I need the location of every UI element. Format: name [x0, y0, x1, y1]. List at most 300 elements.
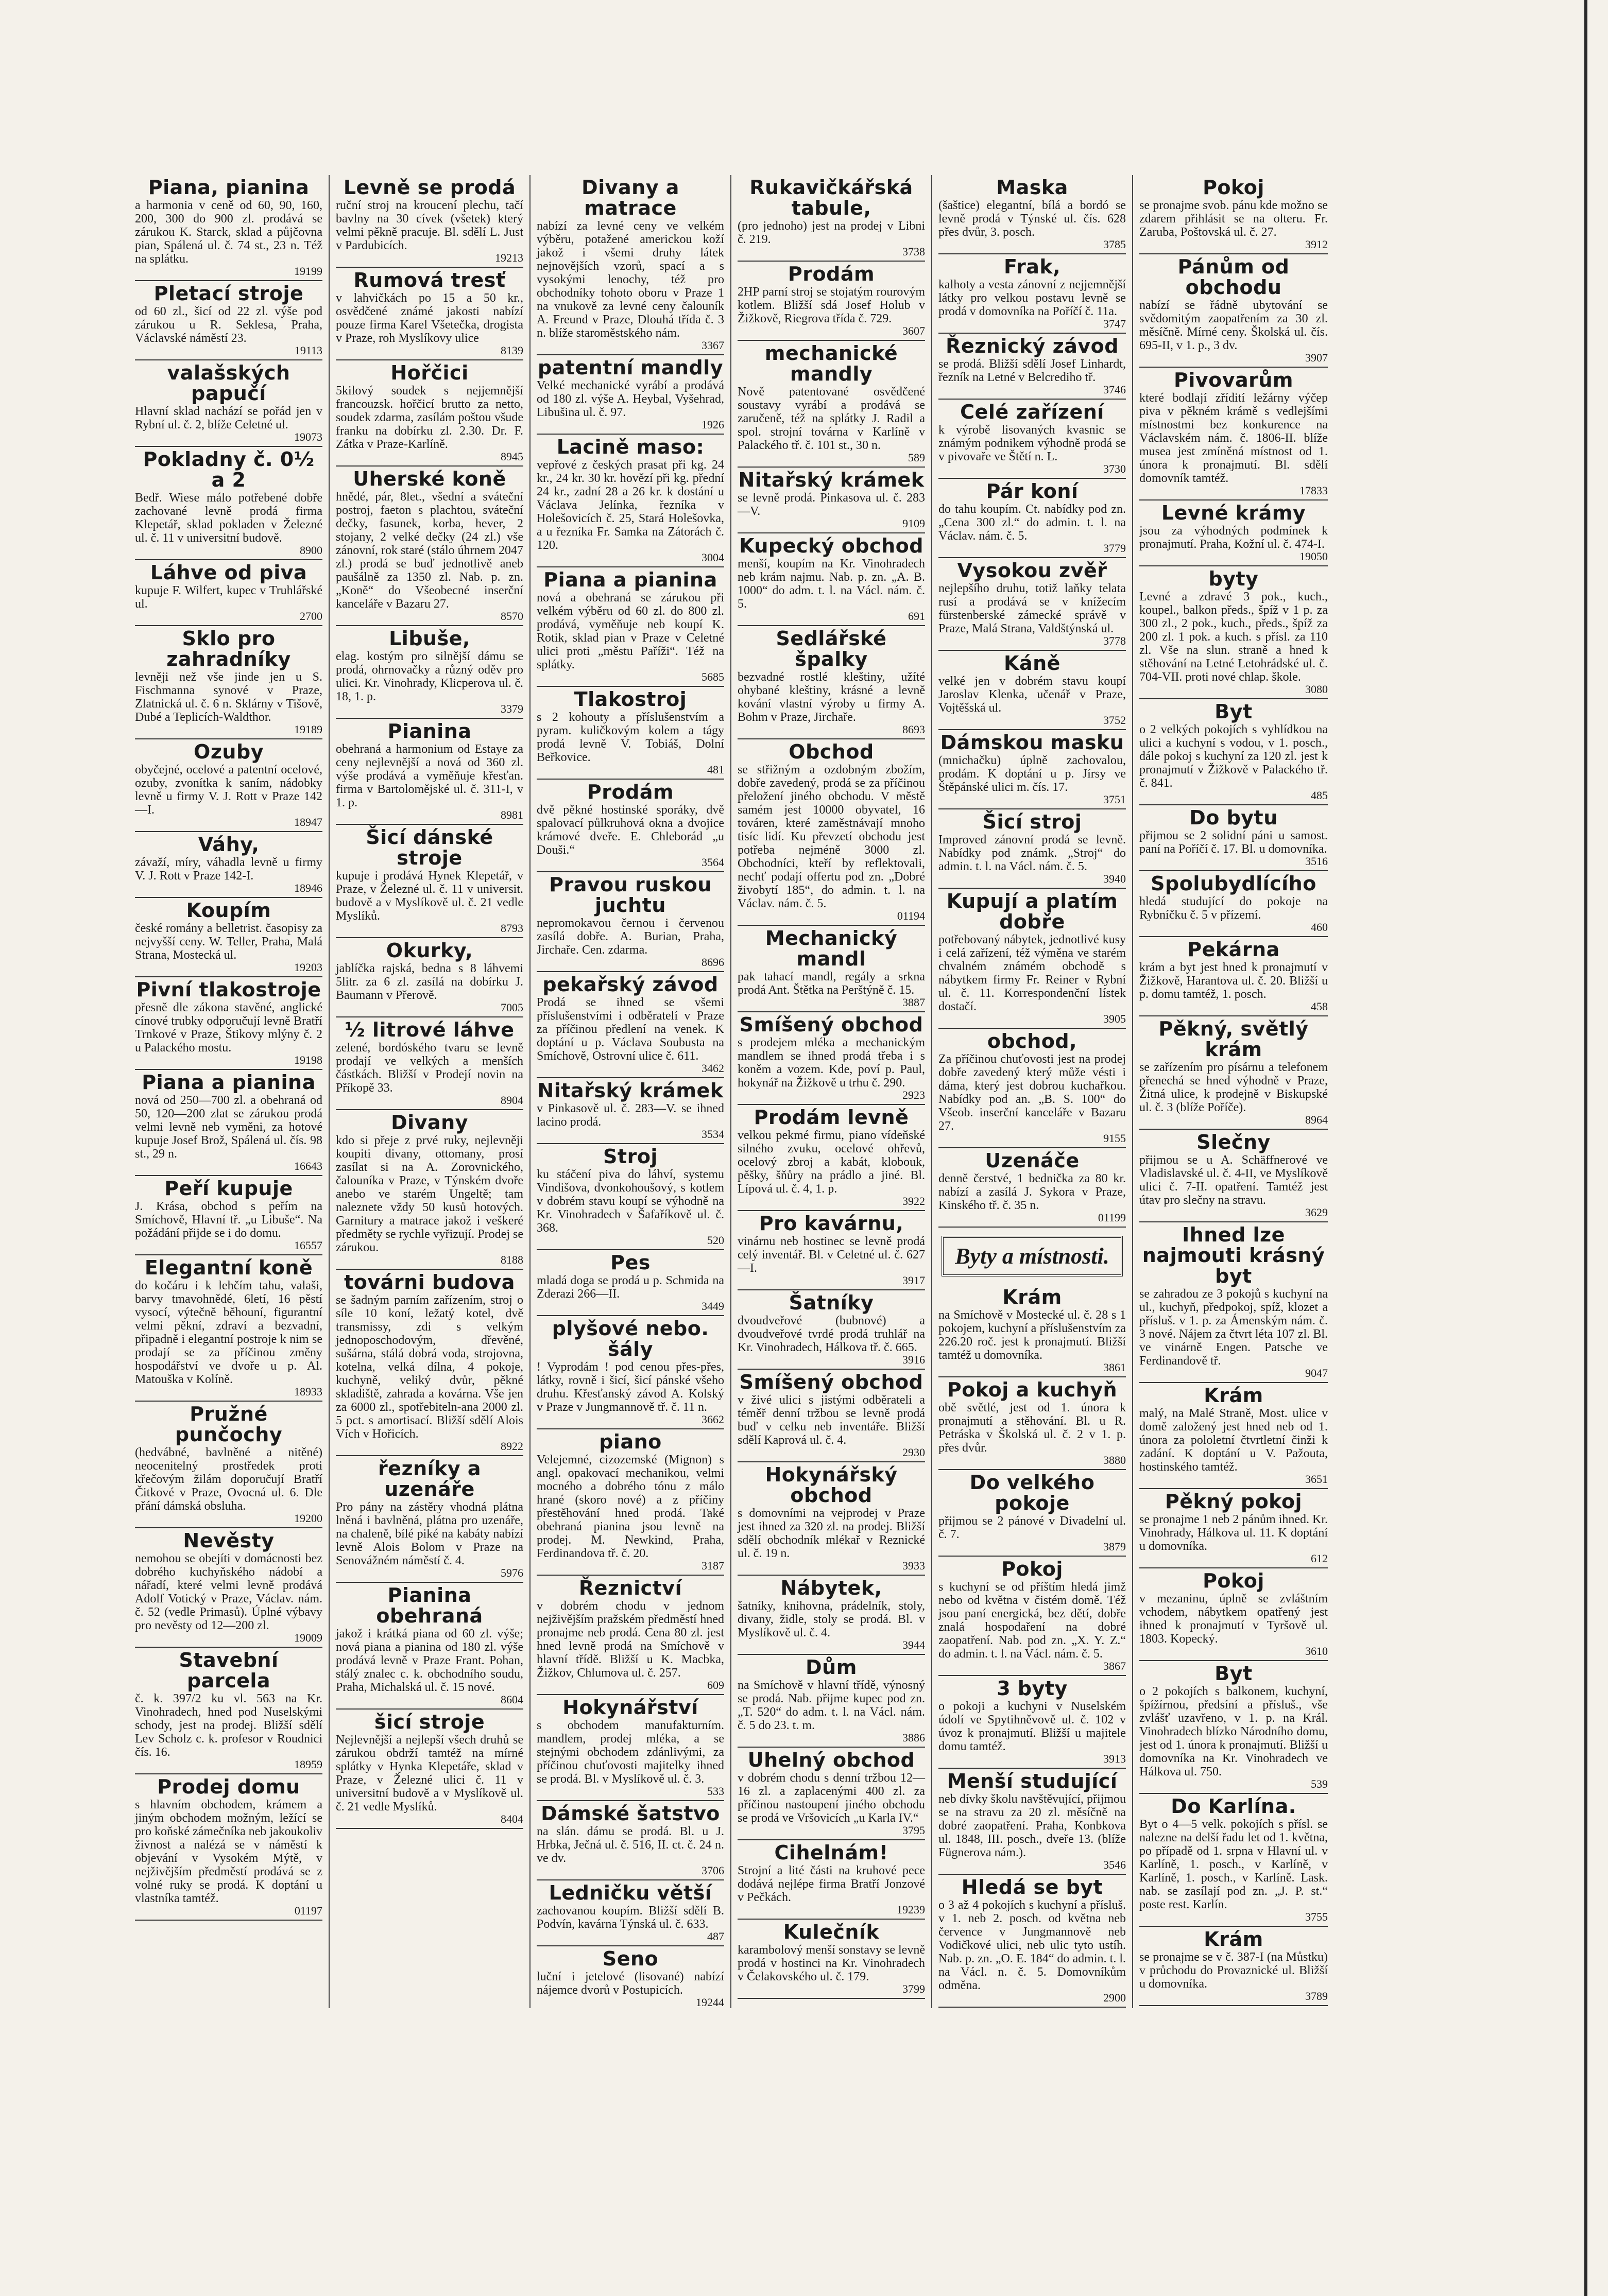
ad-title: Uherské koně [353, 468, 506, 490]
ad-title: Celé zařízení [960, 401, 1104, 423]
ad-title: továrni budova [344, 1271, 515, 1293]
ad-title: Uzenáče [985, 1149, 1080, 1172]
ad-text: Nově patentované osvědčené soustavy vyrábí a prodává se zaručeně, též na splátky J. Radil a spol. strojní továrna v Karlíně v Palackého tř. č. 101 st., 30 n. [738, 385, 925, 452]
classified-ad [738, 1576, 925, 1655]
ad-number: 3449 [702, 1300, 724, 1313]
ad-title: Vysokou zvěř [957, 559, 1107, 582]
classified-ad [336, 825, 523, 938]
ad-number: 8904 [501, 1094, 523, 1107]
ad-number: 3880 [1103, 1454, 1126, 1466]
classified-ad [1139, 1794, 1328, 1927]
column-2 [330, 175, 531, 2008]
ad-title: Frak, [1003, 255, 1061, 278]
ad-text: velké jen v dobrém stavu koupí Jaroslav Klenka, učenář v Praze, Vojtěšská ul. [938, 675, 1126, 715]
ad-number: 3799 [902, 1982, 925, 1995]
ad-text: Strojní a lité části na kruhové pece dodává nejlépe firma Bratří Jonzové v Pečkách. [738, 1864, 925, 1904]
classified-ad [135, 560, 322, 626]
ad-title: Byt [1214, 700, 1253, 723]
ad-number: 691 [908, 610, 925, 623]
classified-ad [336, 1456, 523, 1583]
ad-number: 3913 [1103, 1752, 1126, 1765]
ad-text: (mnichačku) úplně zachovalou, prodám. K doptání u p. Jírsy ve Štěpánské ulici m. čís. 17. [938, 754, 1126, 794]
ad-text: zelené, bordóského tvaru se levně prodají ve velkých a menších částkách. Bližší v Prodejí novin na Příkopě 33. [336, 1041, 523, 1095]
ad-title: Šicí stroj [982, 810, 1082, 833]
ad-number: 8981 [501, 808, 523, 821]
classified-ad [135, 1528, 322, 1648]
ad-number: 19199 [294, 265, 322, 278]
classified-ad [537, 1880, 724, 1946]
ad-text: se šadným parním zařízením, stroj o síle 10 koní, ležatý kotel, dvě transmissy, zdi s velkým jednoposchodovým, dřevěné, sušárna, stálá dobrá voda, strojovna, kotelna, velká dílna, 4 pokoje, kuchyně, veliký dvůr, pěkné skladiště, zahrada a kovárna. Vše jen za 6000 zl., spotřebiteln-ana 2000 zl. 5 pct. s amortisací. Bližší sdělí Alois Vích v Hořicích. [336, 1293, 523, 1441]
ad-text: obyčejné, ocelové a patentní ocelové, ozuby, zvonítka k saním, nádobky levně u firmy V. J. Rott v Praze 142—I. [135, 763, 322, 817]
ad-text: levněji než vše jinde jen u S. Fischmanna synové v Praze, Zlatnická ul. č. 6 n. Sklárny v Tišově, Dubé a Teplicích-Waldthor. [135, 670, 322, 724]
ad-text: menší, koupím na Kr. Vinohradech neb krám najmu. Nab. p. zn. „A. B. 1000“ do adm. t. l. na Václ. nám. č. 5. [738, 557, 925, 611]
ad-title: Kupují a platím dobře [946, 890, 1118, 933]
ad-title: Byt [1214, 1662, 1253, 1685]
page-edge [1584, 0, 1587, 2296]
ad-title: Seno [602, 1947, 659, 1970]
ad-number: 19244 [696, 1996, 724, 2008]
classified-ad [537, 1576, 724, 1695]
ad-title: Šicí dánské stroje [366, 826, 493, 869]
ad-number: 8404 [501, 1812, 523, 1825]
ad-title: Krám [1204, 1384, 1263, 1407]
ad-text: J. Krása, obchod s peřím na Smíchově, Hlavní tř. „u Libuše“. Na požádání přijde se i do domu. [135, 1200, 322, 1240]
ad-number: 2700 [300, 610, 322, 623]
ad-text: Byt o 4—5 velk. pokojích s přísl. se nalezne na delší řadu let od 1. května, po případě od 1. srpna v Hlavní ul. v Karlíně, 1. posch., v Karlíně, v Karlíně, 1. posch., v Karlíně. Lask. nab. se zasílají pod zn. „J. P. st.“ poste rest. Karlín. [1139, 1818, 1328, 1911]
ad-number: 3751 [1103, 793, 1126, 806]
ad-text: pak tahací mandl, regály a srkna prodá Ant. Štětka na Perštýně č. 15. [738, 970, 925, 997]
ad-text: Nejlevnější a nejlepší všech druhů se zárukou obdrží tamtéž na mírné splátky v Hynka Klepetáře, sklad v Praze, v Železné ulici č. 11 v universitní budově a v Myslíkově ul. č. 21 vedle Myslíků. [336, 1733, 523, 1814]
ad-text: nabízí za levné ceny ve velkém výběru, potažené americkou koží jakož i všemi druhy látek nejnovějších vzorů, spací a s vysokými lenochy, též pro obchodníky tohoto oboru v Praze 1 na vnukově za levné ceny čalouník A. Freund v Praze, Dlouhá třída č. 3 n. blíže staroměstského nám. [537, 219, 724, 340]
ad-text: v mezaninu, úplně se zvláštním vchodem, nábytkem opatřený jest ihned k pronajmutí v Tyršově ul. 1803. Kopecký. [1139, 1592, 1328, 1646]
ad-text: Bedř. Wiese málo potřebené dobře zachované levně prodá firma Klepetář, sklad pokladen v Železné ul. č. 11 v universitní budově. [135, 491, 322, 545]
ad-number: 3004 [702, 551, 724, 564]
classified-ad [938, 809, 1126, 889]
ad-title: Okurky, [386, 939, 473, 962]
ad-text: Velejemné, cizozemské (Mignon) s angl. opakovací mechanikou, velmi mocného a dobrého tónu z málo hrané (skoro nové) a z příčiny přestěhování hned prodá. Také obehraná pianina jsou levně na prodej. M. Newkind, Praha, Ferdinandova tř. č. 20. [537, 1453, 724, 1560]
ad-text: Levné a zdravé 3 pok., kuch., koupel., balkon předs., špíž v 1 p. za 300 zl., 2 pok., kuch., předs., špíž za 200 zl. 1 pok. a kuch. s přísl. za 110 zl. Vše na slun. straně a hned k stěhování na Letné Letohrádské ul. č. 704-VII. proti nové chlap. škole. [1139, 590, 1328, 684]
ad-title: Pěkný, světlý krám [1158, 1017, 1309, 1061]
ad-number: 18933 [294, 1385, 322, 1398]
ad-text: s obchodem manufakturním. mandlem, prodej mléka, a se stejnými obchodem zdánlivými, za příčinou chuťovosti majitelky ihned se prodá. Bl. v Myslíkově ul. č. 3. [537, 1719, 724, 1786]
classified-ad [738, 926, 925, 1012]
classified-ad [738, 1012, 925, 1105]
ad-title: Smíšený obchod [739, 1013, 923, 1036]
ad-text: o 2 pokojích s balkonem, kuchyní, špížírnou, předsíní a přísluš., vše zvlášť uzavřeno, v 1. p. na Král. Vinohradech blízko Národního domu, jest od 1. února k pronajmutí. Bližší u domovníka na Kr. Vinohradech ve Hálkova ul. 750. [1139, 1685, 1328, 1779]
ad-title: Hledá se byt [961, 1876, 1103, 1898]
ad-number: 19050 [1299, 550, 1328, 563]
ad-number: 3651 [1305, 1473, 1328, 1486]
ad-text: malý, na Malé Straně, Most. ulice v domě založený jest hned neb od 1. února za pololetní čtvrtletní činži k zadání. K doptání u V. Pažouta, hostinského tamtéž. [1139, 1407, 1328, 1474]
ad-text: šatníky, knihovna, prádelník, stoly, divany, židle, stoly se prodá. Bl. v Myslíkově ul. č. 4. [738, 1599, 925, 1639]
ad-number: 18947 [294, 816, 322, 828]
classified-ad [537, 567, 724, 687]
ad-number: 3747 [1103, 317, 1126, 330]
ad-text: bezvadné rostlé kleštiny, užíté ohybané kleštiny, krásné a levně kování vlastní výroby u firmy A. Bohm v Praze, Jirchaře. [738, 670, 925, 724]
ad-text: potřebovaný nábytek, jednotlivé kusy i celá zařízení, též výměna ve starém chvalném známém obchodě s nábytkem firmy Fr. Reiner v Rybní ul. č. 11. Korrespondenční lístek dostačí. [938, 933, 1126, 1013]
classified-ad [1139, 175, 1328, 254]
ad-text: na Smíchově v Mostecké ul. č. 28 s 1 pokojem, kuchyní a příslušenstvím za 226.20 roč. jest k pronajmutí. Bližší tamtéž u domovníka. [938, 1308, 1126, 1362]
classified-ad [537, 1078, 724, 1144]
ad-title: Cihelnám! [774, 1841, 888, 1864]
ad-number: 3879 [1103, 1540, 1126, 1553]
ad-text: nepromokavou černou i červenou zasílá dobře. A. Burian, Praha, Jirchaře. Cen. zdarma. [537, 917, 724, 957]
classified-ad [135, 1255, 322, 1402]
ad-number: 3778 [1103, 634, 1126, 647]
ad-number: 19200 [294, 1512, 322, 1525]
classified-ad [1139, 1222, 1328, 1383]
ad-text: v Pinkasově ul. č. 283—V. se ihned lacino prodá. [537, 1102, 724, 1129]
ad-number: 3886 [902, 1731, 925, 1744]
ad-number: 8900 [300, 544, 322, 557]
ad-number: 3564 [702, 856, 724, 869]
ad-number: 16643 [294, 1160, 322, 1172]
classified-ad [738, 1655, 925, 1748]
classified-ad [537, 1801, 724, 1880]
ad-text: 5kilový soudek s nejjemnější francouzsk. hořčicí brutto za netto, soudek zdarma, zasílám poštou všude franku na dobírku zl. 2.30. Dr. F. Zátka v Praze-Karlíně. [336, 384, 523, 451]
classified-ad [738, 1840, 925, 1920]
ad-text: Prodá se ihned se všemi příslušenstvími i odběratelí v Praze za příčinou předlení na venek. K doptání u p. Václava Soubusta na Smíchově, Ostrovní ulice č. 611. [537, 996, 724, 1063]
ad-title: Uhelný obchod [747, 1749, 915, 1771]
ad-number: 3944 [902, 1638, 925, 1651]
ad-title: Prodej domu [157, 1775, 300, 1798]
classified-ad [537, 780, 724, 872]
classified-ad [738, 1462, 925, 1576]
ad-number: 3795 [902, 1824, 925, 1837]
ad-text: velkou pekmé firmu, piano vídeňské silného zvuku, ocelové ohřevů, ocelový zbroj a kabát, klobouk, pěšky, šňůry na prádlo a jiné. Bl. Lípová ul. č. 4, 1. p. [738, 1129, 925, 1196]
ad-title: Řeznický závod [946, 335, 1119, 357]
ad-text: přijmou se 2 pánové v Divadelní ul. č. 7. [938, 1514, 1126, 1541]
ad-text: k výrobě lisovaných kvasnic se známým podnikem výhodně prodá se v pivovaře ve Štětí n. L. [938, 423, 1126, 463]
ad-title: Pianina [387, 720, 472, 743]
ad-number: 3940 [1103, 872, 1126, 885]
ad-text: české romány a belletrist. časopisy za nejvyšší ceny. W. Teller, Praha, Malá Strana, Mostecká ul. [135, 922, 322, 962]
ad-title: Ozuby [194, 740, 264, 763]
ad-title: řezníky a uzenáře [378, 1457, 482, 1500]
ad-text: kalhoty a vesta zánovní z nejjemnější látky pro velkou postavu levně se prodá v domovníka na Poříčí č. 11a. [938, 278, 1126, 318]
ad-number: 8964 [1305, 1113, 1328, 1126]
classified-ad [1139, 500, 1328, 566]
classified-ad [336, 1583, 523, 1710]
classified-ad [135, 1402, 322, 1528]
classified-ad [1139, 1661, 1328, 1794]
classified-ad [537, 1316, 724, 1429]
ad-title: Divany [391, 1111, 468, 1134]
classified-ad [938, 1557, 1126, 1676]
ad-text: nejlepšího druhu, totiž laňky telata rusí a prodává se v knížecím fürstenberské zámecké správě v Praze, Malá Strana, Valdštýnská ul. [938, 582, 1126, 635]
ad-number: 3922 [902, 1195, 925, 1207]
classified-ad [738, 1105, 925, 1211]
ad-number: 3785 [1103, 238, 1126, 251]
ad-title: Prodám [788, 263, 875, 285]
section-banner: Byty a místnosti. [942, 1236, 1123, 1276]
ad-title: Menší studující [947, 1770, 1118, 1792]
ad-title: Slečny [1196, 1131, 1271, 1153]
ad-title: Váhy, [198, 833, 260, 856]
ad-number: 8696 [702, 956, 724, 969]
ad-number: 485 [1311, 789, 1328, 802]
ad-text: se zařízením pro písárnu a telefonem přenechá se hned výhodně v Praze, Žitná ulice, k prodejně v Biskupské ul. č. 3 (blíže Poříče). [1139, 1061, 1328, 1114]
ad-title: Pianina obehraná [376, 1584, 483, 1627]
classified-ad [1139, 1383, 1328, 1489]
classified-ad [738, 341, 925, 468]
classified-ad [135, 175, 322, 281]
classified-ad [738, 262, 925, 341]
classified-ad [135, 1176, 322, 1255]
ad-title: Nitařský krámek [738, 469, 925, 491]
ad-title: Rumová tresť [353, 269, 506, 291]
ad-number: 16557 [294, 1239, 322, 1252]
ad-title: Pokoj [1203, 176, 1264, 199]
ad-number: 3933 [902, 1559, 925, 1572]
ad-title: Rukavičkářská tabule, [749, 176, 913, 219]
classified-ad [135, 281, 322, 360]
ad-text: se zahradou ze 3 pokojů s kuchyní na ul., kuchyň, předpokoj, spíž, klozet a přísluš. v 1. p. za Ámenským nám. č. 3 nové. Nájem za čtvrt léta 107 zl. Bl. ve vinárně Engen. Patsche ve Ferdinandově tř. [1139, 1287, 1328, 1368]
ad-text: dvoudveřové (bubnové) a dvoudveřové tvrdé prodá truhlář na Kr. Vinohradech, Hálkova tř. č. 665. [738, 1314, 925, 1354]
ad-title: Pro kavárnu, [759, 1212, 904, 1235]
ad-text: neb dívky školu navštěvující, přijmou se na stravu za 20 zl. měsíčně na dobré zaopatření. Praha, Konbkova ul. 1848, III. posch., dveře 13. (blíže Fügnerova nám.). [938, 1792, 1126, 1859]
ad-text: obě světlé, jest od 1. února k pronajmutí a stěhování. Bl. u R. Petráska v Školská ul. č. 2 v 1. p. přes dvůr. [938, 1401, 1126, 1455]
classified-ad [1139, 1489, 1328, 1568]
ad-title: Nábytek, [780, 1577, 882, 1599]
classified-ad [336, 1017, 523, 1110]
ad-title: Piana, pianina [148, 176, 310, 199]
ad-title: Mechanický mandl [765, 927, 898, 970]
ad-number: 3534 [702, 1128, 724, 1141]
ad-text: se prodá. Bližší sdělí Josef Linhardt, řezník na Letné v Belcrediho tř. [938, 357, 1126, 384]
ad-number: 2900 [1103, 1991, 1126, 2004]
ad-text: Pro pány na zástěry vhodná plátna lněná i bavlněná, plátna pro uzenáře, na chaleně, bílé piké na kabáty nabízí levně Alois Bolom v Praze na Senovážném náměstí č. 4. [336, 1500, 523, 1567]
ad-text: hnědé, pár, 8let., všední a sváteční postroj, faeton s plachtou, sváteční dečky, fasunek, korba, hever, 2 stojany, 2 velké dečky (24 zl.) vše zánovní, rok staré (stálo úhrnem 2047 zl.) prodá se buď jednotlivě aneb paušálně za 1350 zl. Nab. p. zn. „Koně“ do Všeobecné inserční kanceláře v Bazaru 27. [336, 490, 523, 611]
ad-title: Peří kupuje [164, 1177, 293, 1200]
ad-title: Pokoj [1203, 1569, 1264, 1592]
ad-number: 8922 [501, 1440, 523, 1453]
ad-title: Levné krámy [1161, 502, 1306, 524]
ad-title: Pružné punčochy [175, 1403, 283, 1446]
ad-text: s prodejem mléka a mechanickým mandlem se ihned prodá třeba i s koněm a vozem. Kde, poví p. Paul, hokynář na Žižkově u trhu č. 290. [738, 1036, 925, 1090]
classified-ad [738, 626, 925, 739]
ad-number: 17833 [1299, 484, 1328, 497]
ad-number: 3917 [902, 1274, 925, 1287]
ad-title: valašských papučí [167, 361, 290, 405]
classified-ad [938, 1148, 1126, 1228]
classified-ad [1139, 937, 1328, 1016]
ad-text: nabízí se řádně ubytování se svědomitým zaopatřením za 30 zl. měsíčně. Mírné ceny. Školská ul. čís. 695-II, v 1. p., 3 dv. [1139, 299, 1328, 352]
classified-ad [537, 1695, 724, 1801]
ad-title: pekařský závod [542, 973, 719, 996]
ad-number: 01194 [897, 909, 925, 922]
ad-title: Sklo pro zahradníky [166, 627, 291, 670]
ad-text: vepřové z českých prasat při kg. 24 kr., 24 kr. 30 kr. hovězí při kg. přední 24 kr., zadní 28 a 26 kr. k dostání u Václava Jelínka, řezníka v Holešovicích č. 25, Stará Holešovka, a u řezníka Fr. Samka na Zátorách č. 120. [537, 458, 724, 552]
ad-number: 3755 [1305, 1910, 1328, 1923]
ad-title: Pokladny č. 0½ a 2 [143, 448, 315, 491]
ad-title: Do Karlína. [1171, 1795, 1296, 1818]
ad-text: se pronajme se v č. 387-I (na Můstku) v průchodu do Provaznické ul. Bližší u domovníka. [1139, 1950, 1328, 1991]
classified-ad [537, 1429, 724, 1576]
classified-ad [1139, 1568, 1328, 1661]
ad-title: Nevěsty [183, 1529, 275, 1552]
ad-number: 5685 [702, 670, 724, 683]
ad-text: přijmou se 2 solidní páni u samost. paní na Poříčí č. 17. Bl. u domovníka. [1139, 829, 1328, 856]
classified-ad [135, 832, 322, 898]
ad-number: 19203 [294, 961, 322, 974]
classified-ad [135, 447, 322, 560]
ad-text: závaží, míry, váhadla levně u firmy V. J. Rott v Praze 142-I. [135, 856, 322, 883]
ad-number: 3080 [1305, 683, 1328, 696]
ad-text: (hedvábné, bavlněné a nitěné) neocenitelný prostředek proti křečovým žilám doporučují Bratří Čitkové v Praze, Ovocná ul. 6. Dle přání dámská obsluha. [135, 1446, 322, 1513]
ad-number: 8570 [501, 610, 523, 623]
classified-ad [1139, 805, 1328, 871]
ad-title: mechanické mandly [764, 342, 898, 385]
classified-ad [1139, 368, 1328, 500]
ad-number: 481 [707, 763, 724, 776]
ad-text: se levně prodá. Pinkasova ul. č. 283—V. [738, 491, 925, 518]
classified-ad [938, 479, 1126, 558]
ad-text: jsou za výhodných podmínek k pronajmutí. Praha, Kožní ul. č. 474-I. [1139, 524, 1328, 551]
ad-number: 19189 [294, 723, 322, 736]
ad-number: 1926 [702, 418, 724, 431]
classified-ad [336, 719, 523, 825]
classified-ad [938, 730, 1126, 809]
ad-text: o 2 velkých pokojích s vyhlídkou na ulici a kuchyní s vodou, v 1. posch., dále pokoj s kuchyní za 120 zl. jest k pronajmutí v Žižkově v Palackého tř. č. 841. [1139, 723, 1328, 790]
ad-number: 9047 [1305, 1367, 1328, 1379]
ad-number: 3746 [1103, 383, 1126, 396]
classified-ad [1139, 699, 1328, 805]
ad-title: Do bytu [1189, 806, 1278, 829]
classified-ad [135, 1070, 322, 1176]
ad-title: Smíšený obchod [739, 1371, 923, 1393]
classified-ad [1139, 1130, 1328, 1222]
ad-number: 609 [707, 1679, 724, 1691]
ad-number: 3546 [1103, 1858, 1126, 1871]
ad-text: do kočáru i k lehčím tahu, valaši, barvy tmavohnědé, 6letí, 16 pěstí vysocí, výtečně běhouní, figurantní velmi pěkní, zdraví a bezvadní, připadně i elegantní postroje k nim se prodají se za příčinou změny hospodářství ve dvoře u p. Al. Matouška v Kolíně. [135, 1279, 322, 1386]
ad-title: Pěkný pokoj [1165, 1490, 1303, 1513]
ad-title: Elegantní koně [144, 1256, 313, 1279]
ad-text: kdo si přeje z prvé ruky, nejlevněji koupiti divany, ottomany, prosí zasílat si na A. Zorovnického, čalouníka v Praze, v Týnském dvoře anebo ve starém Ungeltě; tam naleznete vždy 50 kusů hotových. Garnitury a matrace jakož i veškeré předměty se rychle vyřizují. Prodej se zárukou. [336, 1134, 523, 1254]
ad-number: 3907 [1305, 351, 1328, 364]
classified-ad [1139, 871, 1328, 937]
ad-title: Dámskou masku [940, 731, 1124, 754]
ad-text: ! Vyprodám ! pod cenou přes-přes, látky, rovně i šicí, šicí pánské všeho druhu. Křesťanský závod A. Kolský v Praze v Jungmannově tř. č. 11 n. [537, 1360, 724, 1414]
ad-title: Stroj [603, 1145, 658, 1168]
ad-number: 533 [707, 1785, 724, 1798]
column-6 [1133, 175, 1334, 2008]
ad-text: a harmonia v ceně od 60, 90, 160, 200, 300 do 900 zl. prodává se zárukou K. Starck, sklad a půjčovna pian, Spálená ul. č. 74 st., 23 n. Též na splátku. [135, 199, 322, 266]
classified-ad [537, 872, 724, 972]
ad-number: 589 [908, 451, 925, 464]
classified-ad [336, 467, 523, 626]
ad-title: Pes [610, 1251, 651, 1274]
classified-ad [938, 1875, 1126, 2008]
ad-number: 3905 [1103, 1012, 1126, 1025]
column-1 [129, 175, 330, 2008]
ad-number: 8693 [902, 723, 925, 736]
ad-title: Láhve od piva [150, 561, 307, 584]
ad-number: 3752 [1103, 714, 1126, 727]
ad-number: 18959 [294, 1758, 322, 1771]
classified-ad [938, 1377, 1126, 1470]
ad-number: 18946 [294, 882, 322, 894]
ad-title: Šatníky [789, 1291, 874, 1314]
ad-title: Koupím [186, 899, 271, 922]
classified-ad [135, 898, 322, 977]
ad-title: Piana a pianina [543, 568, 717, 591]
ad-title: Dům [806, 1656, 857, 1679]
classified-ad [738, 1211, 925, 1290]
classified-ad [537, 972, 724, 1078]
ad-title: Pár koní [986, 480, 1079, 503]
ad-number: 19073 [294, 430, 322, 443]
ad-number: 539 [1311, 1777, 1328, 1790]
ad-text: Improved zánovní prodá se levně. Nabídky pod známk. „Stroj“ do admin. t. l. na Václ. nám. č. 5. [938, 833, 1126, 873]
classified-ad [537, 687, 724, 780]
ad-text: hledá studující do pokoje na Rybníčku č. 5 v přízemí. [1139, 895, 1328, 922]
ad-number: 19213 [495, 251, 523, 264]
ad-number: 8604 [501, 1693, 523, 1706]
classified-ad [938, 1676, 1126, 1769]
ad-title: Nitařský krámek [537, 1079, 724, 1102]
ad-number: 19239 [897, 1903, 925, 1916]
classified-ad [336, 626, 523, 719]
ad-text: kupuje F. Wilfert, kupec v Truhlářské ul. [135, 584, 322, 611]
classified-ad [738, 739, 925, 926]
classified-ad [938, 889, 1126, 1029]
ad-text: s 2 kohouty a příslušenstvím a pyram. kuličkovým kolem a tágy prodá levně V. Tobiáš, Dolní Beřkovice. [537, 711, 724, 764]
ad-number: 487 [707, 1930, 724, 1943]
classified-ad [537, 175, 724, 355]
ad-text: s kuchyní se od příštím hledá jimž nebo od května v čistém domě. Též jsou paní energická, bez dětí, dobře znalá hospodaření na dobré zaopatření. Nab. pod zn. „X. Y. Z.“ do admin. t. l. na Václ. nám. č. 5. [938, 1580, 1126, 1661]
ad-number: 460 [1311, 921, 1328, 934]
ad-title: piano [599, 1430, 662, 1453]
ad-title: Pánům od obchodu [1177, 255, 1290, 299]
ad-text: o 3 až 4 pokojích s kuchyní a přísluš. v 1. neb 2. posch. od května neb července v Jungmannově neb Vodičkové ulici, neb ulic tyto ustíh. Nab. p. zn. „O. E. 184“ do admin. t. l. na Václ. n. č. 5. Domovníkům odměna. [938, 1898, 1126, 1992]
ad-text: denně čerstvé, 1 bednička za 80 kr. nabízí a zasílá J. Sykora v Praze, Kinského tř. č. 35 n. [938, 1172, 1126, 1212]
ad-title: Maska [996, 176, 1068, 199]
ad-number: 8945 [501, 450, 523, 463]
classified-ad [336, 268, 523, 360]
ad-title: Pekárna [1187, 938, 1280, 961]
ad-number: 612 [1311, 1552, 1328, 1565]
ad-title: byty [1208, 567, 1259, 590]
ad-text: o pokoji a kuchyni v Nuselském údolí ve Spytihněvově ul. č. 102 v úvoz k pronajmutí. Bližší u majitele domu tamtéž. [938, 1700, 1126, 1753]
ad-text: krám a byt jest hned k pronajmutí v Žižkově, Harantova ul. č. 20. Bližší u p. domu tamtéž, 1. posch. [1139, 961, 1328, 1001]
classified-ad [336, 175, 523, 268]
ad-text: nová a obehraná se zárukou při velkém výběru od 60 zl. do 800 zl. prodává, vyměňuje neb koupí K. Rotik, sklad pian v Praze v Celetné ulici proti „městu Paříži“. Též na splátky. [537, 591, 724, 671]
ad-title: Prodám [587, 781, 674, 803]
ad-title: obchod, [987, 1030, 1077, 1052]
ad-title: Sedlářské špalky [776, 627, 887, 670]
ad-number: 9109 [902, 517, 925, 530]
ad-text: č. k. 397/2 ku vl. 563 na Kr. Vinohradech, hned pod Nuselskými schody, jest na prodej. Bližší sdělí Lev Scholz c. k. profesor v Roudnici čís. 16. [135, 1692, 322, 1759]
ad-title: Pokoj a kuchyň [947, 1378, 1118, 1401]
classified-ad [738, 1748, 925, 1840]
classified-ad [135, 360, 322, 447]
ad-number: 3738 [902, 245, 925, 258]
classified-ad [537, 1250, 724, 1316]
ad-title: Ledničku větší [549, 1881, 712, 1904]
classified-ad [336, 938, 523, 1017]
classified-ad [537, 355, 724, 435]
ad-number: 7005 [501, 1001, 523, 1014]
classified-ad [938, 651, 1126, 730]
classified-ad [336, 360, 523, 467]
ad-title: Pivní tlakostroje [136, 978, 321, 1001]
ad-text: kupuje i prodává Hynek Klepetář, v Praze, v Železné ul. č. 11 v universit. budově a v Myslíkově ul. č. 21 vedle Myslíků. [336, 869, 523, 923]
ad-title: Levně se prodá [343, 176, 516, 199]
classified-ad [135, 626, 322, 739]
ad-text: karambolový menší sonstavy se levně prodá v hostinci na Kr. Vinohradech v Čelakovského ul. č. 179. [738, 1943, 925, 1983]
ad-number: 2930 [902, 1446, 925, 1459]
